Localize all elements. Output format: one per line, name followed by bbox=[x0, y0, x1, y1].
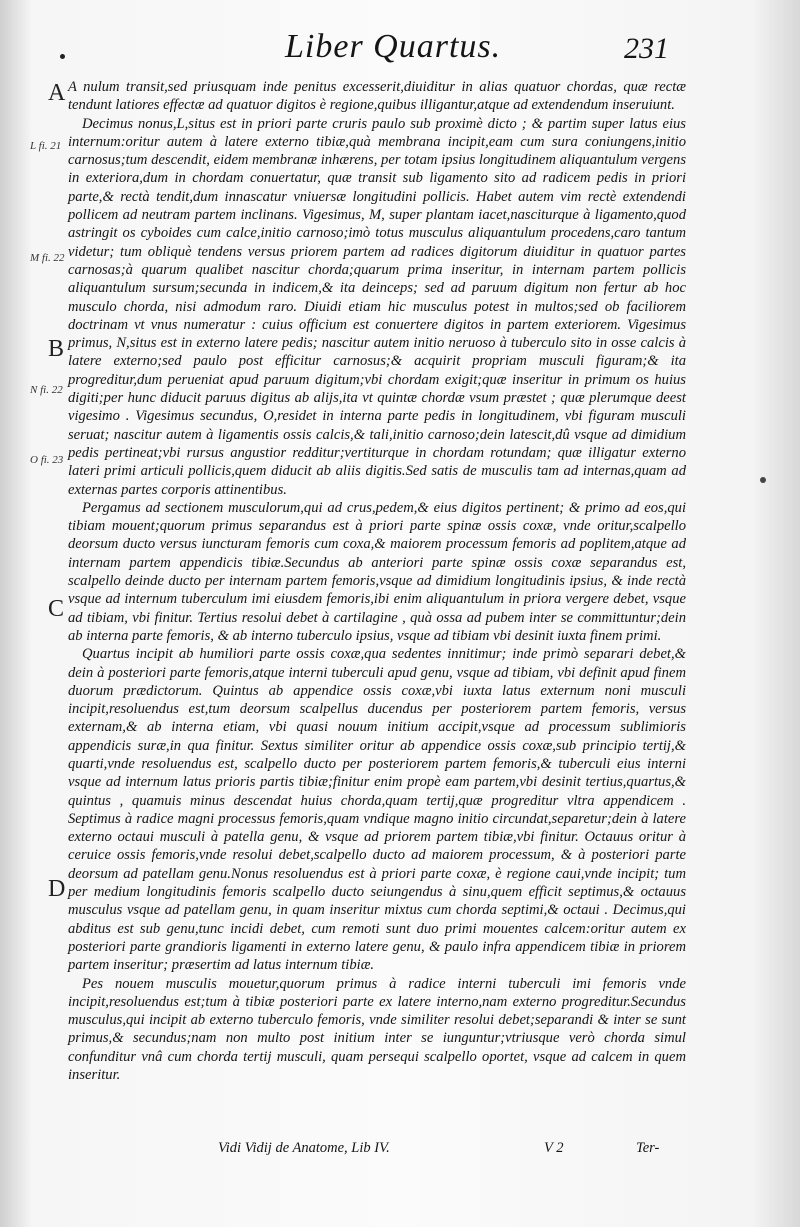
paragraph: Pergamus ad sectionem musculorum,qui ad crus,pedem,& eius digitos pertinent; & primo ad eos,qui tibiam mouent;quorum primus separandus est à priori parte spinæ ossis coxæ, vnde oritur,scalpello deorsum ducto versus iuncturam femoris cum coxa,& maiorem processum femoris ad poplitem,atque ad internam partem appendicis tibiæ.Secundus ab anteriori parte spinæ ossis coxæ separandus est, scalpello deinde ducto per internam partem femoris,vsque ad dimidium longitudinis ipsius, & inde rectà vsque ad internum tuberculum imi eiusdem femoris,ibi enim aliquantulum in priora vergere debet, vsque ad tibiam, vbi finitur. Tertius resolui debet à cartilagine , quà ossa ad pubem inter se committuntur;dein ab interna parte femoris, & ab interno tuberculo ipsius, vsque ad tibiam vbi desinit iuxta finem primi. bbox=[68, 499, 686, 644]
margin-letter-a: A bbox=[48, 80, 66, 106]
margin-letter-c: C bbox=[48, 596, 65, 622]
paragraph: Decimus nonus,L,situs est in priori parte cruris paulo sub proximè dicto ; & partim super latus eius internum:oritur autem à latere externo tibiæ,quà membrana incipit,eam cum sura coniungens,initio carnosus;tum descendit, eidem membranæ inhærens, per totam ipsius longitudinem aliquantulum vergens in exteriora,dum in chordam conuertatur, quæ transit sub ligamento sito ad radicem pedis in priori parte,& rectà tendit,dum innascatur vniuersæ longitudini pollicis. Habet autem vim rectè extendendi pollicem ad neutram partem inclinans. Vigesimus, M, super plantam iacet,nasciturque à ligamento,quod astringit os cyboides cum calce,initio carnoso;imò totus musculus aliquantulum procedens,caro tantum videtur; tum obliquè tendens versus priorem partem ad radices digitorum diuiditur in quatuor partes carnosas;à quarum qualibet nascitur chorda;quarum prima inseritur, in internam partem pollicis aliquantulum sursum;secunda in indicem,& ita deinceps; sed ad paruum digitum non fertur ab hoc musculo chorda, nisi admodum raro. Diuidi etiam hic musculus potest in multos;sed ob faciliorem doctrinam vt vnus numeratur : cuius officium est conuertere digitos in partem exteriorem. Vigesimus primus, N,situs est in externo latere pedis; nascitur autem initio neruoso à tuberculo sito in osse calcis à latere externo;sed paulo post efficitur carnosus;& acquirit propriam musculi figuram;& ita progreditur,dum perueniat apud paruum digitum;vbi chordam exigit;quæ inseritur in primum os huius digiti;per hunc diducit paruus digitus ab alijs,ita vt quintæ chordæ vsum præstet ; quæ plerumque deest vigesimo . Vigesimus secundus, O,residet in interna parte pedis in longitudinem, vbi figuram musculi seruat; nascitur autem à ligamentis ossis calcis,& tali,initio carnoso;dein latescit,dû vsque ad dimidium pedis pertineat;vbi rursus angustior redditur;vertiturque in chordam rotundam; quæ illigatur externo lateri primi articuli pollicis,quem diducit ab aliis digitis.Sed satis de musculis tam ad internas,quam ad externas partes corporis attinentibus. bbox=[68, 115, 686, 498]
footer-title: Vidi Vidij de Anatome, Lib IV. bbox=[218, 1140, 390, 1156]
catchword: Ter- bbox=[636, 1140, 660, 1156]
margin-note-l: L fi. 21 bbox=[30, 140, 62, 152]
paragraph: A nulum transit,sed priusquam inde penitus excesserit,diuiditur in alias quatuor chordas, quæ rectæ tendunt latiores effectæ ad quatuor digitos è regione,quibus illigantur,atque ad extendendum inseruiunt. bbox=[68, 79, 686, 114]
running-title: Liber Quartus. bbox=[285, 28, 502, 65]
margin-letter-b: B bbox=[48, 336, 65, 362]
margin-note-m: M fi. 22 bbox=[30, 252, 65, 264]
margin-letter-d: D bbox=[48, 876, 66, 902]
page-footer bbox=[0, 1140, 800, 1170]
page-number: 231 bbox=[624, 32, 669, 65]
signature-mark: V 2 bbox=[544, 1140, 564, 1156]
main-text bbox=[68, 78, 686, 1084]
page-header bbox=[0, 24, 800, 72]
paragraph: Quartus incipit ab humiliori parte ossis coxæ,qua sedentes innitimur; inde primò separari debet,& dein à posteriori parte femoris,atque interni tuberculi apud genu, vsque ad tibiam, vbi definit apud finem duorum prædictorum. Quintus ab appendice ossis coxæ,vbi iuxta latus externum noni musculi incipit,resoluendus est,tum deorsum scalpellus ducendus per posteriorem partem femoris, versus externam,& ab interna etiam, vbi quasi nouum initium accipit,vsque ad processum sublimioris appendicis suræ,in qua finitur. Sextus similiter oritur ab appendice ossis coxæ,sub principio tertij,& quarti,vnde resoluendus est, scalpello ducto per posteriorem partem femoris,& tuberculi eius interni vsque ad internum latus prioris partis tibiæ;finitur enim propè eam partem,vbi desinit tertius,quartus,& quintus , quamuis minus descendat huius chorda,quam tertij,quæ progreditur vltra appendicem . Septimus à radice magni processus femoris,quam vndique magno initio circundat,separetur;dein à latere externo octaui musculi à patella genu, & vsque ad priorem partem tibiæ,vbi finitur. Octauus oritur à ceruice ossis femoris,vnde resolui debet,scalpello ducto ad maiorem processum, & à posteriori parte deorsum ad patellam genu.Nonus resoluendus est à priori parte coxæ, è regione caui,vnde incipit; tum per medium longitudinis femoris scalpello ducto seiungendus à sinu,quem efficit septimus,& octauus musculus vsque ad patellam genu, in quam inseritur mixtus cum chorda septimi,& octaui . Decimus,qui abditus est sub genu,tunc incidi debet, cum remoti sunt duo primi mouentes calcem:oritur autem ex posteriori parte grandioris ligamenti in externo latere genu, & paulo infra appendicem tibiæ in priorem partem inseritur; præsertim ad latus internum tibiæ. bbox=[68, 646, 686, 974]
ornament-dot bbox=[60, 54, 65, 59]
ink-spot bbox=[760, 477, 766, 483]
paragraph: Pes nouem musculis mouetur,quorum primus à radice interni tuberculi imi femoris vnde incipit,resoluendus est;tum à tibiæ posteriori parte ex latere interno,nam externo progreditur.Secundus musculus,qui incipit ab externo tuberculo femoris, vnde similiter resolui debet;separandi & inter se sunt primus,& secundus;nam non multo post initium inter se iunguntur;vtriusque verò chorda simul confunditur vnâ cum chorda tertij musculi, quam persequi scalpello oportet, vsque ad calcem in quem inseritur. bbox=[68, 975, 686, 1084]
margin-note-o: O fi. 23 bbox=[30, 454, 64, 466]
margin-note-n: N fi. 22 bbox=[30, 384, 63, 396]
